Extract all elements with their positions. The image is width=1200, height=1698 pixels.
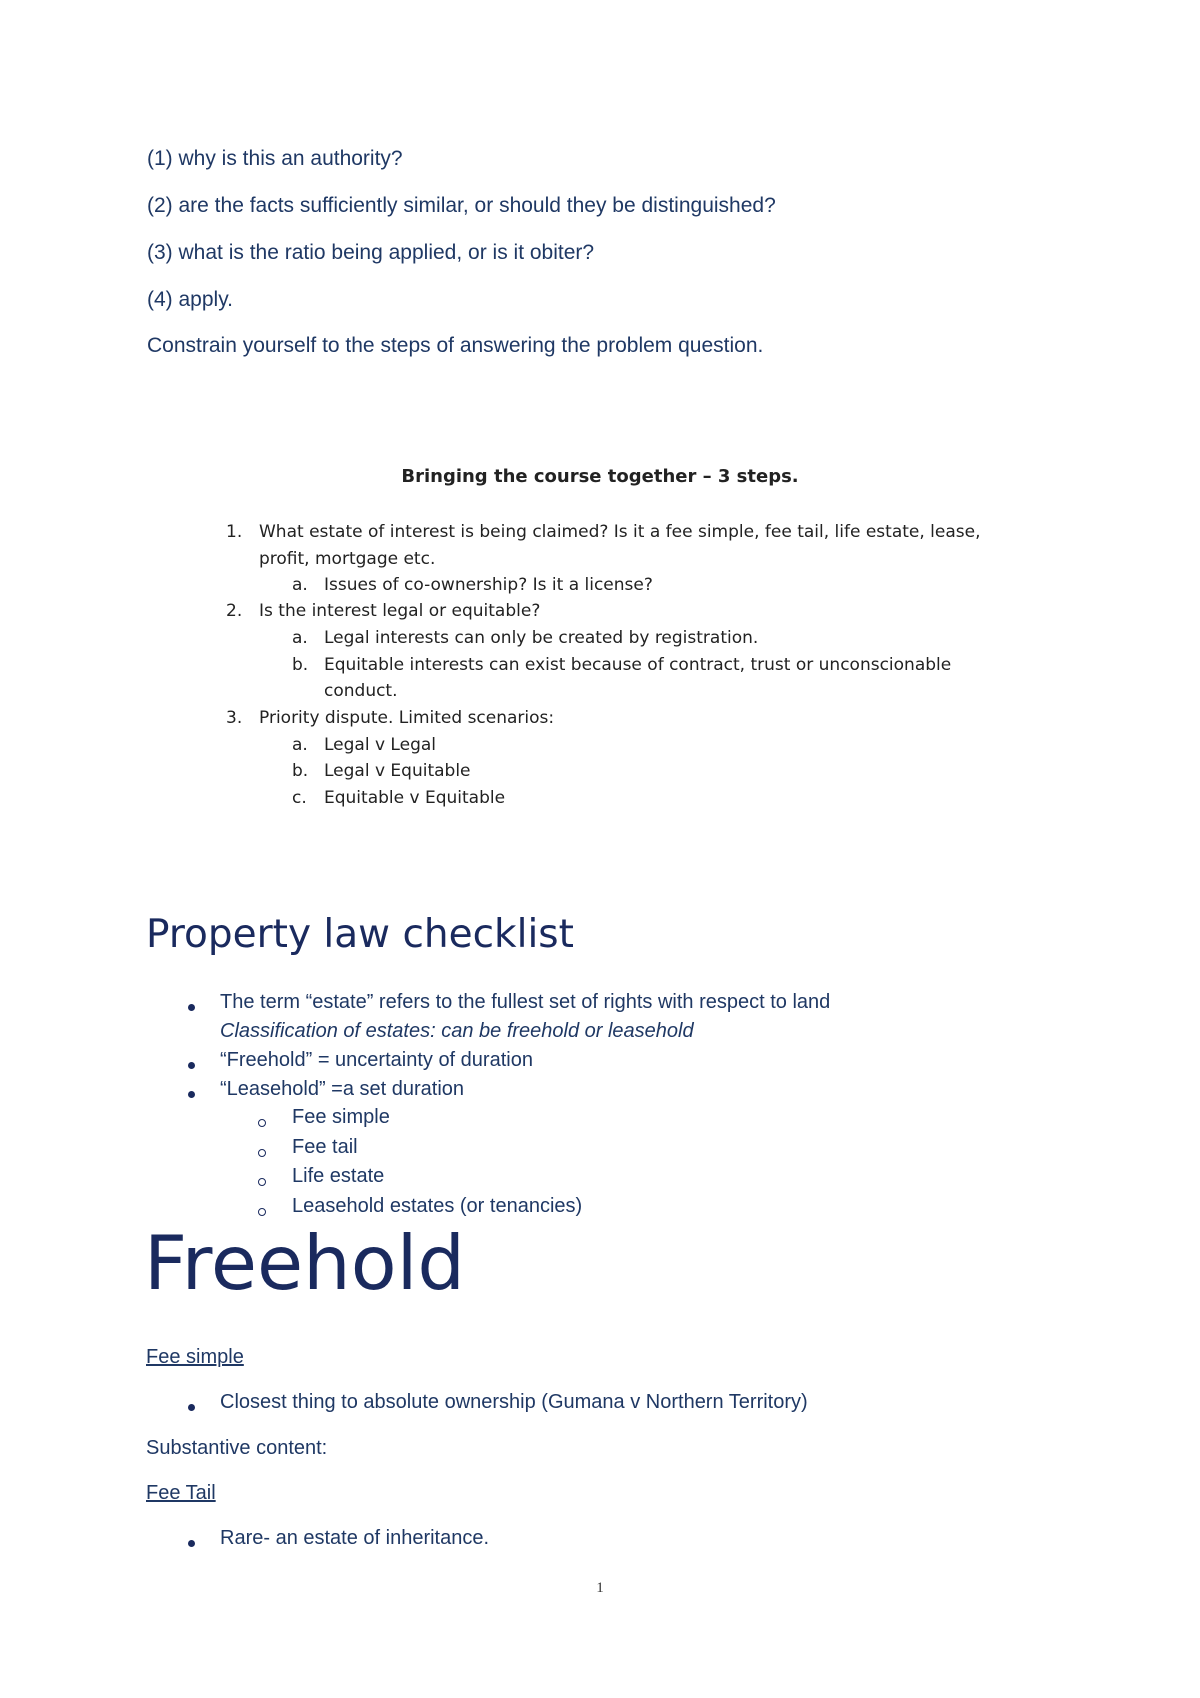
step-2a-text: Legal interests can only be created by registration. [324,628,759,648]
step-1-num: 1. [226,522,243,542]
checklist-bullet-1: The term “estate” refers to the fullest set of rights with respect to land [220,991,831,1013]
question-2: (2) are the facts sufficiently similar, or should they be distinguished? [147,194,776,217]
circle-bullet-icon [258,1178,266,1186]
step-1-cont: profit, mortgage etc. [259,549,436,569]
checklist-sub-1: Fee simple [292,1106,390,1128]
circle-bullet-icon [258,1119,266,1127]
fee-tail-bullet: Rare- an estate of inheritance. [220,1527,490,1549]
bullet-icon [188,1091,195,1098]
step-2b-num: b. [292,655,309,675]
step-3-text: Priority dispute. Limited scenarios: [259,708,555,728]
checklist-bullet-3: “Leasehold” =a set duration [220,1078,465,1100]
step-3-num: 3. [226,708,243,728]
steps-title: Bringing the course together – 3 steps. [401,466,799,487]
step-2-num: 2. [226,601,243,621]
step-3b-num: b. [292,761,309,781]
step-2b-cont: conduct. [324,681,398,701]
constrain-note: Constrain yourself to the steps of answering the problem question. [147,334,764,357]
checklist-bullet-1-italic: Classification of estates: can be freehold or leasehold [220,1020,694,1042]
checklist-heading: Property law checklist [146,912,574,957]
question-1: (1) why is this an authority? [147,147,403,170]
bullet-icon [188,1540,195,1547]
bullet-icon [188,1004,195,1011]
step-3a-text: Legal v Legal [324,735,436,755]
checklist-sub-2: Fee tail [292,1136,358,1158]
step-2b-text: Equitable interests can exist because of contract, trust or unconscionable [324,655,952,675]
page-number: 1 [596,1580,604,1596]
step-1a-num: a. [292,575,308,595]
step-1a-text: Issues of co-ownership? Is it a license? [324,575,653,595]
step-3b-text: Legal v Equitable [324,761,471,781]
checklist-bullet-2: “Freehold” = uncertainty of duration [220,1049,533,1071]
step-3c-num: c. [292,788,307,808]
step-2-text: Is the interest legal or equitable? [259,601,541,621]
bullet-icon [188,1062,195,1069]
freehold-heading: Freehold [144,1219,466,1307]
question-4: (4) apply. [147,288,233,311]
step-3c-text: Equitable v Equitable [324,788,506,808]
fee-simple-bullet: Closest thing to absolute ownership (Gumana v Northern Territory) [220,1391,808,1413]
fee-simple-label: Fee simple [146,1346,244,1368]
step-3a-num: a. [292,735,308,755]
checklist-sub-3: Life estate [292,1165,385,1187]
substantive-content: Substantive content: [146,1437,328,1459]
question-3: (3) what is the ratio being applied, or is it obiter? [147,241,595,264]
circle-bullet-icon [258,1208,266,1216]
step-1-text: What estate of interest is being claimed? Is it a fee simple, fee tail, life estate, lease, [259,522,981,542]
circle-bullet-icon [258,1149,266,1157]
step-2a-num: a. [292,628,308,648]
fee-tail-label: Fee Tail [146,1482,216,1504]
bullet-icon [188,1404,195,1411]
checklist-sub-4: Leasehold estates (or tenancies) [292,1195,583,1217]
